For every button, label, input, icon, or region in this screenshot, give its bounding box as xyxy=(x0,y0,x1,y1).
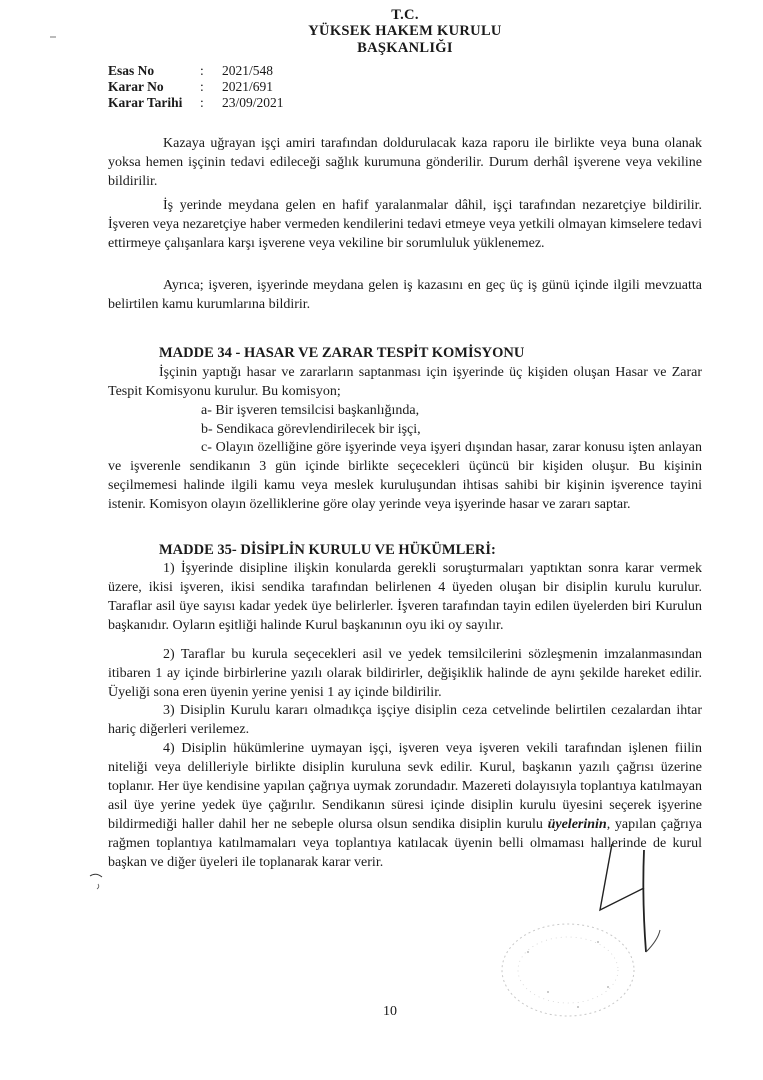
scan-speck xyxy=(50,36,56,38)
paragraph-text: , yapılan çağrıya rağmen toplantıya katılmamaları veya toplantıya katılacak üyenin belli olmaması hallerinde de kurul başkan ve diğer üyeleri ile toplanarak karar verir. xyxy=(108,817,702,870)
paragraph-text: 2) Taraflar bu kurula seçecekleri asil ve yedek temsilcilerini sözleşmenin imzalanmasından itibaren 1 ay içinde birbirlerine yazılı olarak bildirirler, değişiklik halinde de aynı şekilde hareket edilir. Üyeliği sona eren üyenin yerine yenisi 1 ay içinde bildirilir. xyxy=(108,647,702,700)
case-meta-block xyxy=(108,63,284,111)
article-34-item-b: b- Sendikaca görevlendirilecek bir işçi, xyxy=(201,422,421,437)
paragraph-text: 4) Disiplin hükümlerine uymayan işçi, işveren veya işveren vekili tarafından işlenen fiilin niteliği veya delilleriyle birlikte disiplin kuruluna sevk edilir. Kurul, başkanın yazılı çağrısı üzerine toplanır. Her üye kendisine yapılan çağrıya uymak zorundadır. Mazereti dolayısıyla toplantıya katılmayan asil üye yerine yedek üye çağırılır. Sendikanın süresi içinde disiplin kurulu üyesini seçerek işyerine bildirmediği haller dahil her ne sebeple olursa olsun sendika disiplin kurulu xyxy=(108,741,702,832)
meta-label: Karar Tarihi xyxy=(108,95,183,110)
meta-value: 23/09/2021 xyxy=(222,95,284,110)
article-35-clause-3 xyxy=(108,701,702,739)
meta-colon: : xyxy=(200,95,204,110)
header-line-department: BAŞKANLIĞI xyxy=(357,40,453,56)
article-34-heading: MADDE 34 - HASAR VE ZARAR TESPİT KOMİSYONU xyxy=(159,345,525,361)
paragraph-text: c- Olayın özelliğine göre işyerinde veya işyeri dışından hasar, zarar konusu işten anlayan ve işverenle sendikanın 3 gün içinde birlikte seçecekleri üçüncü bir kişiden oluşur. Bu kişinin seçilmemesi halinde ilgili kamu veya meslek kuruluşundan ihtisas sahibi bir kişinin işverence tayini istenir. Komisyon olayın özelliklerine göre olay yerinde veya işyerinde hasar ve zararı saptar. xyxy=(108,440,702,512)
paragraph-accident-report xyxy=(108,134,702,191)
paragraph-text: Ayrıca; işveren, işyerinde meydana gelen iş kazasını en geç üç iş günü içinde ilgili mevzuatta belirtilen kamu kurumlarına bildirir. xyxy=(108,278,702,312)
meta-row-karar xyxy=(108,79,284,95)
article-34-intro xyxy=(108,363,702,401)
meta-row-esas xyxy=(108,63,284,79)
paragraph-text: İş yerinde meydana gelen en hafif yaralanmalar dâhil, işçi tarafından nezaretçiye bildirilir. İşveren veya nezaretçiye haber vermeden kendilerini tedavi etmeye veya yetkili olmayan kimselere tedavi ettirmeye çalışanlara karşı işverene veya vekiline bir sorumluluk yüklenemez. xyxy=(108,198,702,251)
meta-colon: : xyxy=(200,63,204,78)
paragraph-text: 3) Disiplin Kurulu kararı olmadıkça işçiye disiplin ceza cetvelinde belirtilen cezalardan ihtar hariç diğerleri verilemez. xyxy=(108,703,702,737)
faint-seal-icon xyxy=(488,912,648,1022)
header-line-tc: T.C. xyxy=(391,7,419,23)
page-number: 10 xyxy=(383,1004,397,1019)
article-34-item-a: a- Bir işveren temsilcisi başkanlığında, xyxy=(201,403,420,418)
article-35-clause-2 xyxy=(108,645,702,702)
article-34-item-c xyxy=(108,438,702,514)
meta-value: 2021/548 xyxy=(222,63,274,78)
article-35-clause-1 xyxy=(108,559,702,635)
meta-row-tarih xyxy=(108,95,284,111)
paragraph-employer-notice xyxy=(108,276,702,314)
paragraph-text: Kazaya uğrayan işçi amiri tarafından doldurulacak kaza raporu ile birlikte veya buna olanak yoksa hemen işçinin tedavi edileceği sağlık kurumuna gönderilir. Durum derhâl işverene veya vekiline bildirilir. xyxy=(108,136,702,189)
paragraph-minor-injuries xyxy=(108,196,702,253)
paragraph-text: 1) İşyerinde disipline ilişkin konularda gerekli soruşturmaları yaptıktan sonra karar vermek üzere, ikisi işveren, ikisi sendika tarafından belirlenen 4 üyeden oluşan bir disiplin kurulu kurulur. Taraflar asil üye sayısı kadar yedek üye belirlerler. İşveren tarafından tayin edilen üyelerden biri Kurulun başkanıdır. Oyların eşitliği halinde Kurul başkanının oyu iki oy sayılır. xyxy=(108,561,702,633)
emphasized-word: üyelerinin xyxy=(547,817,607,832)
meta-label: Karar No xyxy=(108,79,164,94)
meta-value: 2021/691 xyxy=(222,79,274,94)
margin-mark-icon xyxy=(88,870,108,892)
article-35-heading: MADDE 35- DİSİPLİN KURULU VE HÜKÜMLERİ: xyxy=(159,542,496,558)
meta-colon: : xyxy=(200,79,204,94)
header-line-institution: YÜKSEK HAKEM KURULU xyxy=(308,23,502,39)
paragraph-text: İşçinin yaptığı hasar ve zararların saptanması için işyerinde üç kişiden oluşan Hasar ve Zarar Tespit Komisyonu kurulur. Bu komisyon; xyxy=(108,365,702,399)
meta-label: Esas No xyxy=(108,63,155,78)
